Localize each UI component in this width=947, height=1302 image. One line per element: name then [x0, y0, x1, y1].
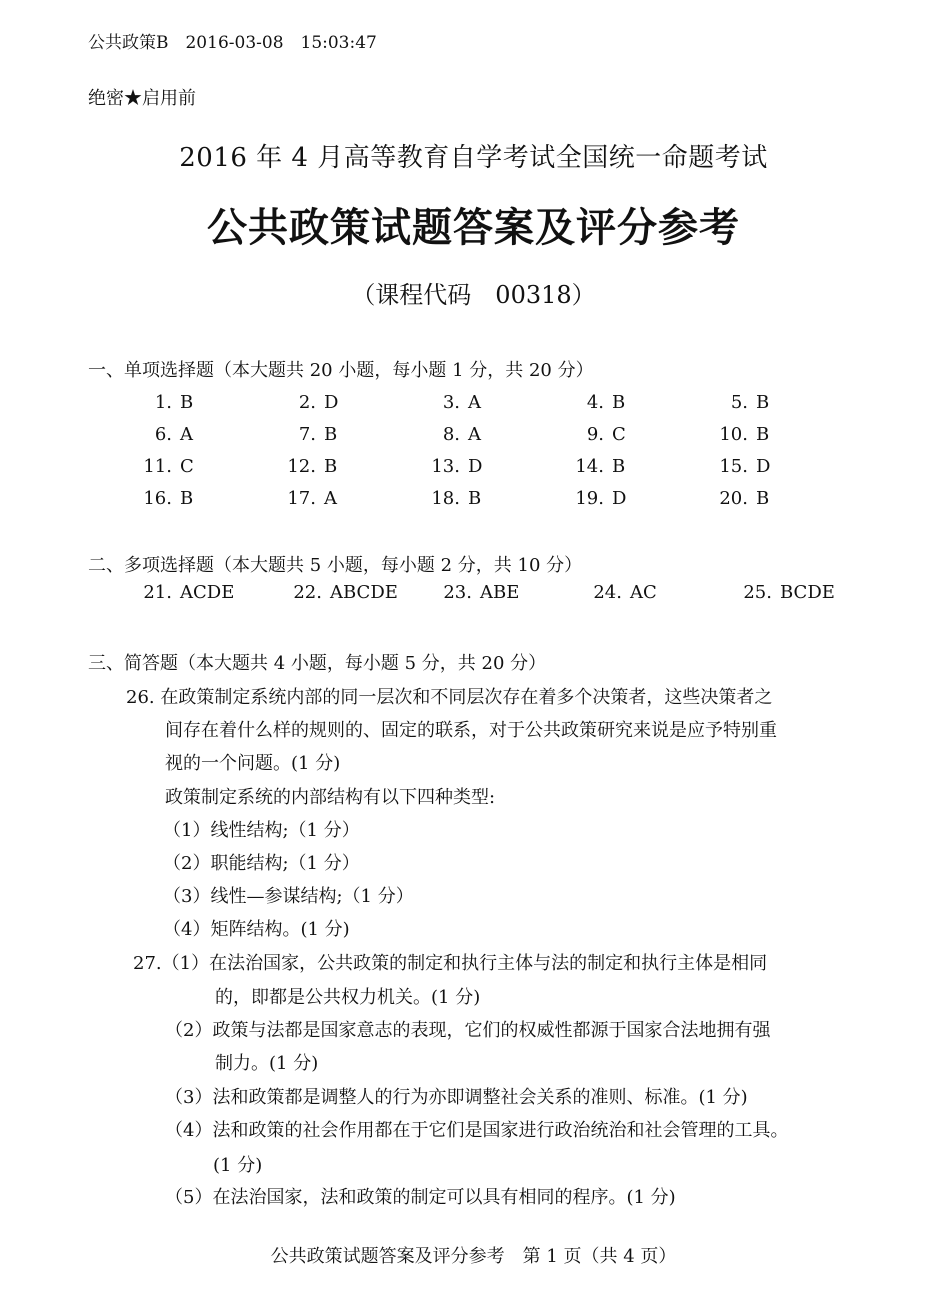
question-number: 9.: [586, 423, 604, 445]
answer-value: B: [612, 391, 626, 413]
answer-item: [420, 582, 570, 603]
answer-item: [120, 456, 264, 477]
question-number: 8.: [442, 423, 460, 445]
answer-row: [120, 482, 840, 514]
answer-value: B: [756, 391, 770, 413]
answer-value: BCDE: [780, 582, 835, 603]
answer-item: [696, 392, 840, 413]
section2-heading: 二、多项选择题（本大题共 5 小题，每小题 2 分，共 10 分）: [88, 555, 583, 576]
answer-item: [120, 488, 264, 509]
q26-line: 视的一个问题。(1 分): [165, 753, 341, 774]
answer-value: ABE: [480, 582, 520, 603]
answer-item: [120, 582, 270, 603]
answer-value: AC: [630, 582, 657, 603]
question-number: 16.: [143, 487, 172, 509]
answer-item: [696, 424, 840, 445]
question-number: 14.: [575, 455, 604, 477]
answer-item: [408, 456, 552, 477]
answer-value: C: [612, 423, 626, 445]
answer-value: B: [180, 391, 194, 413]
answer-value: C: [180, 455, 194, 477]
q26-item: （4）矩阵结构。(1 分): [163, 919, 350, 940]
answer-item: [408, 488, 552, 509]
q26-line: 间存在着什么样的规则的、固定的联系，对于公共政策研究来说是应予特别重: [165, 720, 777, 741]
answer-item: [264, 392, 408, 413]
question-number: 10.: [719, 423, 748, 445]
question-number: 5.: [730, 391, 748, 413]
multi-choice-row: [120, 582, 870, 603]
header-stamp: 公共政策B 2016-03-08 15:03:47: [88, 33, 377, 53]
answer-value: D: [468, 455, 483, 477]
answer-item: [552, 488, 696, 509]
answer-item: [552, 456, 696, 477]
answer-item: [264, 456, 408, 477]
answer-item: [570, 582, 720, 603]
answer-item: [264, 424, 408, 445]
question-number: 24.: [593, 582, 622, 603]
answer-row: [120, 418, 840, 450]
answer-item: [552, 392, 696, 413]
answer-value: D: [756, 455, 771, 477]
answer-value: B: [612, 455, 626, 477]
answer-value: B: [756, 487, 770, 509]
page-footer: 公共政策试题答案及评分参考 第 1 页（共 4 页）: [270, 1246, 677, 1267]
answer-row: [120, 450, 840, 482]
answer-item: [408, 424, 552, 445]
single-choice-grid: [120, 386, 840, 514]
answer-value: A: [180, 423, 193, 445]
question-number: 17.: [287, 487, 316, 509]
answer-value: A: [468, 423, 481, 445]
q26-item: （1）线性结构;（1 分）: [163, 820, 360, 841]
page-title: 公共政策试题答案及评分参考: [207, 205, 740, 251]
question-number: 3.: [442, 391, 460, 413]
q27-line: 27.（1）在法治国家，公共政策的制定和执行主体与法的制定和执行主体是相同: [133, 953, 768, 974]
question-number: 19.: [575, 487, 604, 509]
answer-value: B: [180, 487, 194, 509]
q27-line: （3）法和政策都是调整人的行为亦即调整社会关系的准则、标准。(1 分): [165, 1087, 748, 1108]
q26-line: 26. 在政策制定系统内部的同一层次和不同层次存在着多个决策者，这些决策者之: [126, 687, 773, 708]
answer-item: [264, 488, 408, 509]
answer-item: [120, 424, 264, 445]
question-number: 1.: [154, 391, 172, 413]
answer-item: [408, 392, 552, 413]
answer-value: B: [324, 423, 338, 445]
answer-value: ABCDE: [330, 582, 398, 603]
answer-value: A: [468, 391, 481, 413]
q27-line: （5）在法治国家，法和政策的制定可以具有相同的程序。(1 分): [165, 1187, 676, 1208]
answer-value: B: [756, 423, 770, 445]
question-number: 25.: [743, 582, 772, 603]
q27-line: 制力。(1 分): [215, 1053, 319, 1074]
question-number: 13.: [431, 455, 460, 477]
secret-label: 绝密★启用前: [88, 88, 196, 109]
question-number: 18.: [431, 487, 460, 509]
section3-heading: 三、简答题（本大题共 4 小题，每小题 5 分，共 20 分）: [88, 653, 547, 674]
question-number: 11.: [143, 455, 172, 477]
question-number: 21.: [143, 582, 172, 603]
exam-title: 2016 年 4 月高等教育自学考试全国统一命题考试: [179, 143, 768, 173]
section1-heading: 一、单项选择题（本大题共 20 小题，每小题 1 分，共 20 分）: [88, 360, 594, 381]
question-number: 15.: [719, 455, 748, 477]
q26-line: 政策制定系统的内部结构有以下四种类型:: [165, 787, 496, 808]
question-number: 23.: [443, 582, 472, 603]
answer-item: [270, 582, 420, 603]
q27-line: （2）政策与法都是国家意志的表现，它们的权威性都源于国家合法地拥有强: [165, 1020, 771, 1041]
question-number: 6.: [154, 423, 172, 445]
q27-line: 的，即都是公共权力机关。(1 分): [215, 987, 481, 1008]
answer-value: D: [324, 391, 339, 413]
q26-item: （2）职能结构;（1 分）: [163, 853, 360, 874]
q27-line: （4）法和政策的社会作用都在于它们是国家进行政治统治和社会管理的工具。: [165, 1120, 789, 1141]
answer-item: [696, 456, 840, 477]
question-number: 22.: [293, 582, 322, 603]
answer-value: D: [612, 487, 627, 509]
answer-value: A: [324, 487, 337, 509]
question-number: 12.: [287, 455, 316, 477]
answer-item: [552, 424, 696, 445]
answer-item: [120, 392, 264, 413]
question-number: 2.: [298, 391, 316, 413]
question-number: 4.: [586, 391, 604, 413]
q26-item: （3）线性—参谋结构;（1 分）: [163, 886, 414, 907]
question-number: 20.: [719, 487, 748, 509]
answer-row: [120, 386, 840, 418]
course-code: （课程代码 00318）: [351, 281, 596, 309]
q27-line: (1 分): [213, 1155, 263, 1176]
answer-item: [720, 582, 870, 603]
question-number: 7.: [298, 423, 316, 445]
answer-value: B: [468, 487, 482, 509]
answer-item: [696, 488, 840, 509]
answer-value: ACDE: [180, 582, 235, 603]
answer-value: B: [324, 455, 338, 477]
